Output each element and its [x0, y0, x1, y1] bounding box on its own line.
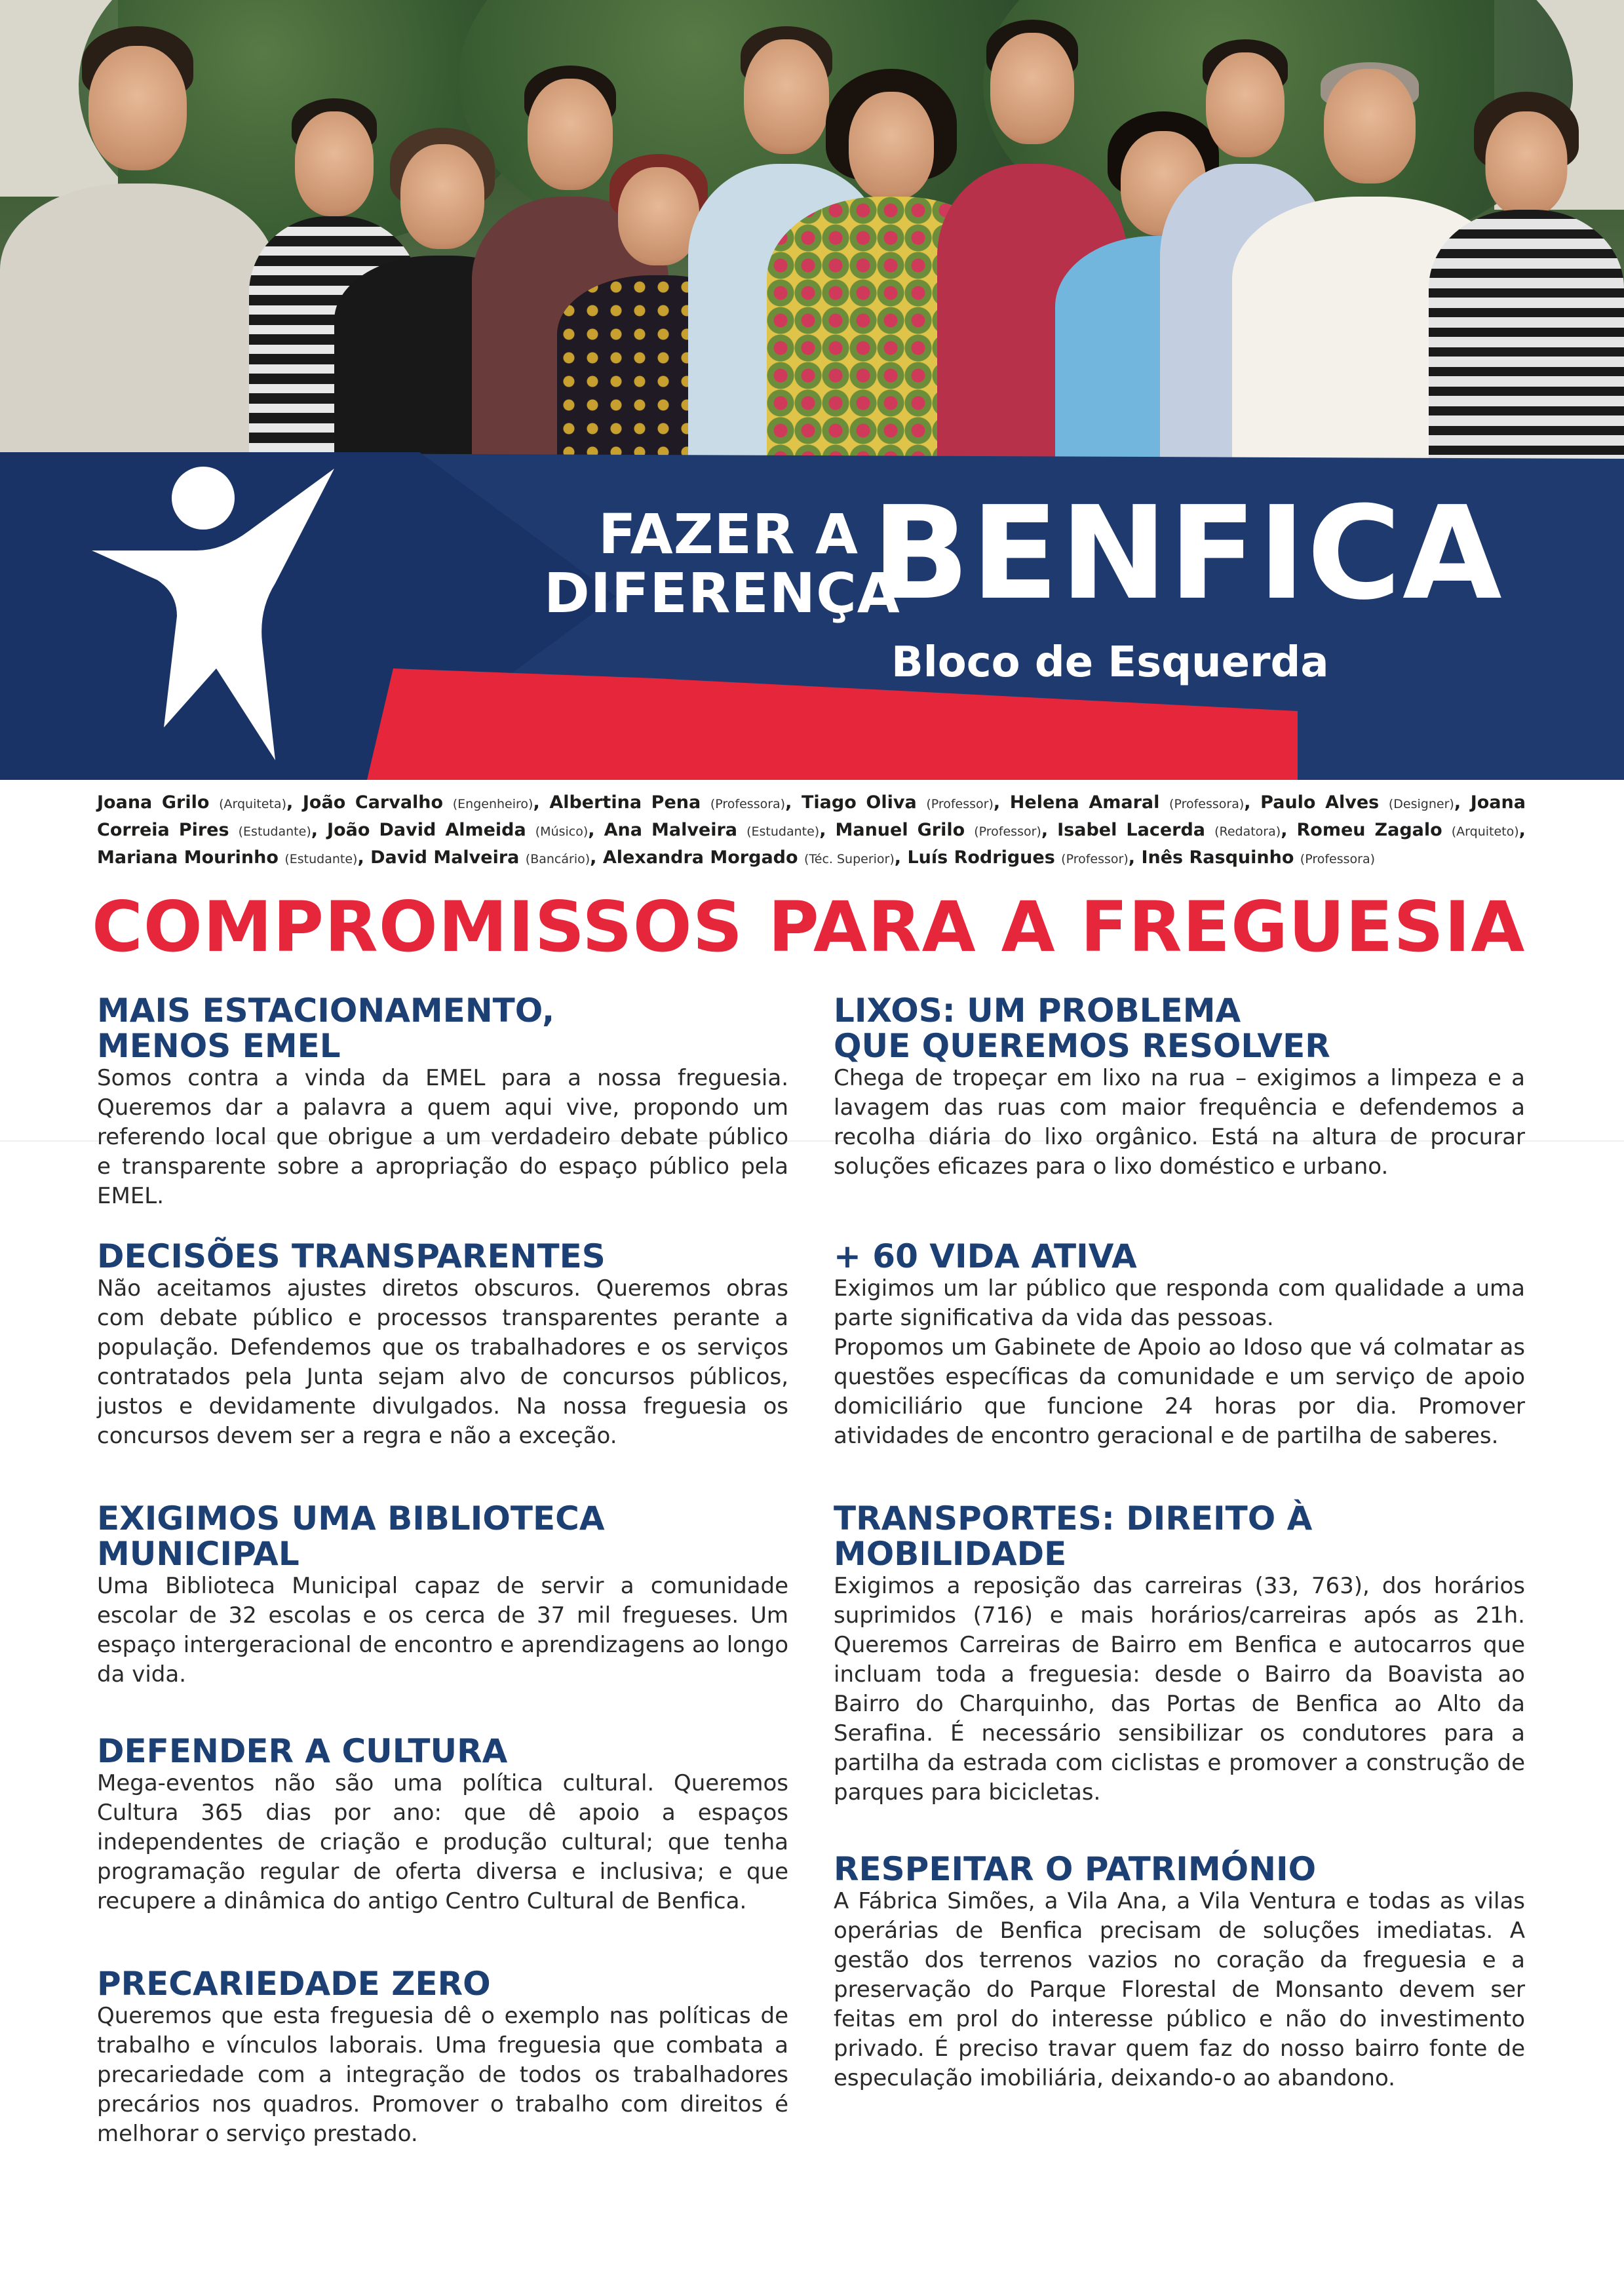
section-garbage — [834, 993, 1525, 1182]
section-body: A Fábrica Simões, a Vila Ana, a Vila Ventura e todas as vilas operárias de Benfica precisam de soluções imediatas. A gestão dos terrenos vazios no coração da freguesia e a preservação do Parque Florestal de Monsanto devem ser feitas em prol do interesse público e não do investimento privado. É preciso travar quem faz do nosso bairro fonte de especulação imobiliária, deixando-o ao abandono. — [834, 1888, 1525, 2091]
candidate-name: Albertina Pena — [549, 792, 701, 813]
section-title: TRANSPORTES: DIREITO À MOBILIDADE — [834, 1499, 1313, 1573]
candidate-name: Isabel Lacerda — [1057, 820, 1206, 840]
section-title: DEFENDER A CULTURA — [97, 1732, 508, 1770]
headline-small: FAZER A DIFERENÇA — [544, 502, 900, 625]
candidate-role: (Engenheiro) — [452, 797, 533, 811]
section-body: Queremos que esta freguesia dê o exemplo nas políticas de trabalho e vínculos laborais. Uma freguesia que combata a precariedade com a integração de todos os trabalhadores precários nos quadros. Promover o trabalho com direitos é melhorar o serviço prestado. — [97, 2003, 788, 2147]
candidate-name: Tiago Oliva — [801, 792, 917, 813]
section-culture — [97, 1733, 788, 1916]
candidate-role: (Professora) — [710, 797, 786, 811]
candidate-name: Luís Rodrigues — [907, 847, 1055, 868]
section-library — [97, 1501, 788, 1690]
candidate-list: Joana Grilo (Arquiteta), João Carvalho (Engenheiro), Albertina Pena (Professora), Tiago Oliva (Professor), Helena Amaral (Professora), Paulo Alves (Designer), Joana Correia Pires (Estudante), João David Almeida (Músico), Ana Malveira (Estudante), Manuel Grilo (Professor), Isabel Lacerda (Redatora), Romeu Zagalo (Arquiteto), Mariana Mourinho (Estudante), David Malveira (Bancário), Alexandra Morgado (Téc. Superior), Luís Rodrigues (Professor), Inês Rasquinho (Professora) — [97, 792, 1526, 868]
section-title: DECISÕES TRANSPARENTES — [97, 1237, 606, 1275]
group-photo — [0, 0, 1624, 472]
candidate-role: (Professora) — [1300, 852, 1376, 866]
candidate-role: (Professora) — [1169, 797, 1245, 811]
candidate-role: (Estudante) — [284, 852, 358, 866]
candidate-name: David Malveira — [370, 847, 520, 868]
section-title: RESPEITAR O PATRIMÓNIO — [834, 1850, 1317, 1888]
candidate-name: Romeu Zagalo — [1296, 820, 1442, 840]
candidate-role: (Músico) — [535, 824, 589, 839]
section-title: MAIS ESTACIONAMENTO, MENOS EMEL — [97, 992, 555, 1065]
candidate-name: Helena Amaral — [1009, 792, 1160, 813]
candidate-role: (Professor) — [974, 824, 1041, 839]
section-body: Mega-eventos não são uma política cultural. Queremos Cultura 365 dias por ano: que dê apoio a espaços independentes de criação e produção cultural; que tenha programação regular de oferta diversa e inclusiva; e que recupere a dinâmica do antigo Centro Cultural de Benfica. — [97, 1770, 788, 1914]
candidate-role: (Arquiteto) — [1451, 824, 1519, 839]
section-transport — [834, 1501, 1525, 1807]
section-title: EXIGIMOS UMA BIBLIOTECA MUNICIPAL — [97, 1499, 605, 1573]
section-body: Exigimos um lar público que responda com qualidade a uma parte significativa da vida das pessoas. Propomos um Gabinete de Apoio ao Idoso que vá colmatar as questões específicas da comunidade e um serviço de apoio domiciliário que funcione 24 horas por dia. Promover atividades de encontro geracional e de partilha de saberes. — [834, 1275, 1525, 1449]
main-title: COMPROMISSOS PARA A FREGUESIA — [92, 887, 1526, 967]
headline-benfica: BENFICA — [872, 479, 1503, 628]
section-body: Não aceitamos ajustes diretos obscuros. Queremos obras com debate público e processos transparentes perante a população. Defendemos que os trabalhadores e os serviços contratados pela Junta sejam alvo de concursos públicos, justos e devidamente divulgados. Na nossa freguesia os concursos devem ser a regra e não a exceção. — [97, 1275, 788, 1449]
campaign-banner — [0, 452, 1624, 780]
candidate-role: (Estudante) — [746, 824, 820, 839]
candidate-name: Mariana Mourinho — [97, 847, 279, 868]
candidate-name: Manuel Grilo — [835, 820, 965, 840]
candidate-role: (Estudante) — [238, 824, 311, 839]
candidate-name: Inês Rasquinho — [1141, 847, 1294, 868]
person — [0, 26, 275, 472]
section-heritage — [834, 1851, 1525, 2093]
section-body: Uma Biblioteca Municipal capaz de servir a comunidade escolar de 32 escolas e os cerca de 37 mil fregueses. Um espaço intergeracional de encontro e aprendizagens ao longo da vida. — [97, 1573, 788, 1688]
section-parking — [97, 993, 788, 1211]
candidate-role: (Bancário) — [525, 852, 590, 866]
section-active-life — [834, 1239, 1525, 1451]
candidate-role: (Professor) — [926, 797, 994, 811]
section-body: Chega de tropeçar em lixo na rua – exigimos a limpeza e a lavagem das ruas com maior frequência e defendemos a recolha diária do lixo orgânico. Está na altura de procurar soluções eficazes para o lixo doméstico e urbano. — [834, 1065, 1525, 1180]
section-title: PRECARIEDADE ZERO — [97, 1965, 491, 2003]
candidate-role: (Arquiteta) — [219, 797, 286, 811]
candidate-role: (Professor) — [1061, 852, 1129, 866]
candidate-name: Ana Malveira — [604, 820, 738, 840]
person — [1429, 92, 1624, 472]
candidate-name: Joana Correia Pires — [97, 792, 1526, 840]
section-precariousness — [97, 1966, 788, 2149]
candidate-name: João Carvalho — [302, 792, 444, 813]
candidate-name: Joana Grilo — [97, 792, 210, 813]
party-name: Bloco de Esquerda — [891, 638, 1329, 687]
section-title: + 60 VIDA ATIVA — [834, 1237, 1137, 1275]
section-body: Exigimos a reposição das carreiras (33, 763), dos horários suprimidos (716) e mais horários/carreiras após as 21h. Queremos Carreiras de Bairro em Benfica e autocarros que incluam toda a freguesia: desde o Bairro da Boavista ao Bairro do Charquinho, das Portas de Benfica ao Alto da Serafina. É necessário sensibilizar os condutores para a partilha da estrada com ciclistas e promover a construção de parques para bicicletas. — [834, 1573, 1525, 1806]
candidate-name: João David Almeida — [327, 820, 526, 840]
section-body: Somos contra a vinda da EMEL para a nossa freguesia. Queremos dar a palavra a quem aqui vive, propondo um referendo local que obrigue a um verdadeiro debate público e transparente sobre a apropriação do espaço público pela EMEL. — [97, 1065, 788, 1209]
candidate-role: (Téc. Superior) — [803, 852, 895, 866]
candidate-name: Paulo Alves — [1260, 792, 1380, 813]
candidate-role: (Redatora) — [1214, 824, 1281, 839]
section-title: LIXOS: UM PROBLEMA QUE QUEREMOS RESOLVER — [834, 992, 1330, 1065]
section-transparency — [97, 1239, 788, 1451]
candidate-role: (Designer) — [1388, 797, 1454, 811]
candidate-name: Alexandra Morgado — [602, 847, 798, 868]
